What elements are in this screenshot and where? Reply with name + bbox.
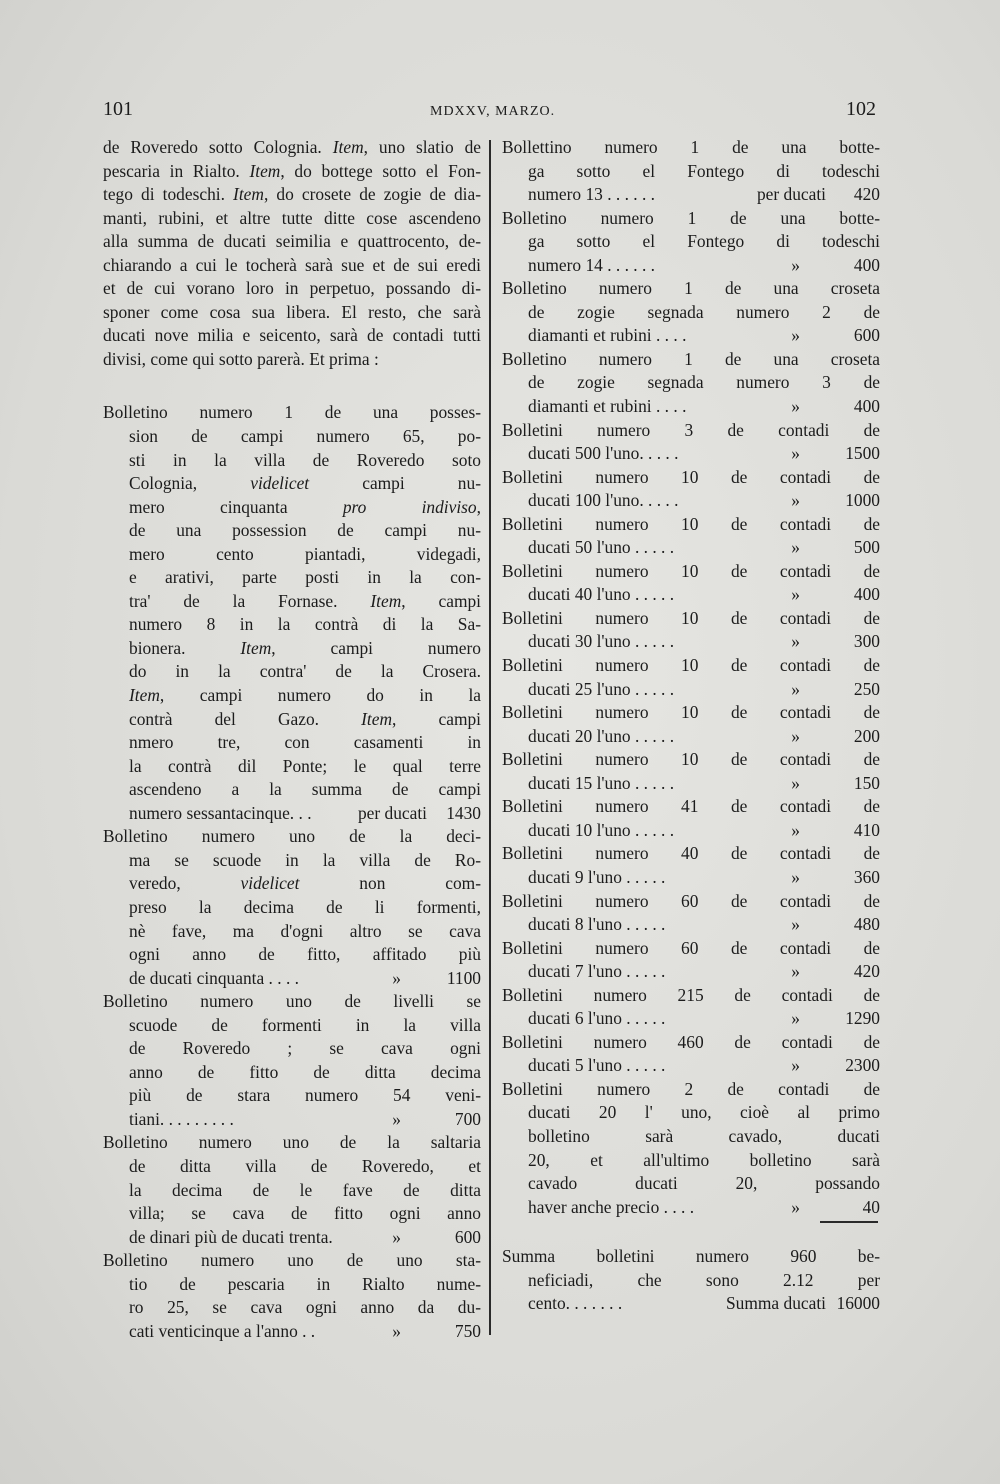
entry-line: ga sotto el Fontego di todeschi <box>528 231 880 252</box>
amount-mark: » <box>791 866 800 887</box>
entry-line: contrà del Gazo. Item, campi <box>129 708 481 729</box>
entry-last-line <box>502 772 880 796</box>
amount-mark: » <box>791 631 800 652</box>
entry-line: e arativi, parte posti in la con- <box>129 567 481 588</box>
running-title: MDXXV, MARZO. <box>430 104 556 119</box>
entry-text: ducati 40 l'uno . . . . . <box>528 584 675 605</box>
amount-value: 1290 <box>845 1008 880 1029</box>
entry-line: Bolletini numero 10 de contadi de <box>502 749 880 770</box>
amount-mark: » <box>392 1108 401 1129</box>
amount-value: 400 <box>853 584 880 605</box>
amount-mark: » <box>791 725 800 746</box>
entry-text: ducati 10 l'uno . . . . . <box>528 819 675 840</box>
entry-text: ducati 7 l'uno . . . . . <box>528 961 666 982</box>
entry-line: Bolletino numero 1 de una croseta <box>502 278 880 299</box>
intro-line: pescaria in Rialto. Item, do bottege sotto el Fon- <box>103 160 482 181</box>
entry-last-line <box>502 913 880 937</box>
entry-line: Bolletino numero uno de la deci- <box>103 826 481 847</box>
intro-line: manti, rubini, et altre tutte ditte cose ascendeno <box>103 207 481 228</box>
entry-text: ducati 15 l'uno . . . . . <box>528 772 675 793</box>
intro-line: chiarando a cui le tocherà sarà sue et de sui eredi <box>103 254 481 275</box>
entry-text: ducati 20 l'uno . . . . . <box>528 725 675 746</box>
entry-line: Bolletini numero 41 de contadi de <box>502 796 880 817</box>
amount-value: 600 <box>853 325 880 346</box>
entry-text: ducati 8 l'uno . . . . . <box>528 914 666 935</box>
entry-line: mero cento piantadi, videgadi, <box>129 543 481 564</box>
entry-text: diamanti et rubini . . . . <box>528 325 687 346</box>
page-number-right: 102 <box>846 98 876 120</box>
amount-mark: » <box>791 443 800 464</box>
summa-last-line <box>502 1292 880 1316</box>
entry-line: Bolletini numero 2 de contadi de <box>502 1078 880 1099</box>
entry-last-line <box>502 254 880 278</box>
amount-value: 400 <box>853 396 880 417</box>
entry-text: numero 14 . . . . . . <box>528 254 656 275</box>
amount-mark: » <box>791 537 800 558</box>
amount-value: 480 <box>853 914 880 935</box>
entry-last-line <box>502 960 880 984</box>
amount-value: 420 <box>853 184 880 205</box>
entry-text: ducati 50 l'uno . . . . . <box>528 537 675 558</box>
entry-text: ducati 9 l'uno . . . . . <box>528 866 666 887</box>
entry-text: numero sessantacinque. . . <box>129 802 312 823</box>
entry-line: la decima de le fave de ditta <box>129 1179 481 1200</box>
entry-line: Bolletini numero 10 de contadi de <box>502 513 880 534</box>
amount-value: 360 <box>853 866 880 887</box>
entry-text: ducati 500 l'uno. . . . . <box>528 443 679 464</box>
sum-rule <box>820 1221 878 1223</box>
amount-value: 150 <box>853 772 880 793</box>
entry-last-line <box>103 802 481 826</box>
page-number-left: 101 <box>103 98 133 120</box>
entry-text: ducati 5 l'uno . . . . . <box>528 1055 666 1076</box>
amount-value: 750 <box>454 1320 481 1341</box>
summa-text: cento. . . . . . . <box>528 1293 623 1314</box>
entry-line: Bolletini numero 10 de contadi de <box>502 560 880 581</box>
amount-mark: » <box>392 967 401 988</box>
summa-label: Summa ducati <box>726 1293 826 1314</box>
intro-line: tego di todeschi. Item, do crosete de zogie de dia- <box>103 184 481 205</box>
amount-mark: » <box>791 914 800 935</box>
entry-line: veredo, videlicet non com- <box>129 873 481 894</box>
summa-line: Summa bolletini numero 960 be- <box>502 1246 880 1267</box>
entry-line: Bolletini numero 40 de contadi de <box>502 843 880 864</box>
entry-text: ducati 25 l'uno . . . . . <box>528 678 675 699</box>
amount-value: 700 <box>454 1108 481 1129</box>
amount-mark: » <box>791 1055 800 1076</box>
amount-value: 1430 <box>446 802 481 823</box>
entry-last-line <box>502 866 880 890</box>
intro-line: et de cui vorano loro in perpetuo, possando di- <box>103 278 481 299</box>
entry-line: tra' de la Fornase. Item, campi <box>129 590 481 611</box>
entry-line: de Roveredo ; se cava ogni <box>129 1038 481 1059</box>
entry-line: bolletino sarà cavado, ducati <box>528 1125 880 1146</box>
amount-mark: » <box>791 1008 800 1029</box>
entry-last-line <box>502 442 880 466</box>
entry-last-line <box>502 1196 880 1220</box>
amount-mark: per ducati <box>756 184 826 205</box>
entry-last-line <box>502 183 880 207</box>
intro-line: alla summa de ducati seimilia e quattrocento, de- <box>103 231 481 252</box>
column-divider <box>489 140 491 1335</box>
amount-value: 500 <box>853 537 880 558</box>
amount-mark: » <box>791 819 800 840</box>
entry-last-line <box>502 1007 880 1031</box>
amount-value: 600 <box>454 1226 481 1247</box>
amount-mark: » <box>791 490 800 511</box>
amount-mark: » <box>791 396 800 417</box>
entry-line: Bolletini numero 60 de contadi de <box>502 937 880 958</box>
entry-line: Bolletini numero 10 de contadi de <box>502 607 880 628</box>
amount-value: 40 <box>862 1196 880 1217</box>
paragraph-gap <box>103 371 481 401</box>
entry-line: Bolletini numero 10 de contadi de <box>502 466 880 487</box>
entry-line: bionera. Item, campi numero <box>129 637 481 658</box>
amount-mark: » <box>791 325 800 346</box>
entry-text: de dinari più de ducati trenta. <box>129 1226 333 1247</box>
entry-line: Bolletini numero 10 de contadi de <box>502 655 880 676</box>
entry-line: ga sotto el Fontego di todeschi <box>528 160 880 181</box>
entry-last-line <box>502 489 880 513</box>
entry-line: numero 8 in la contrà di la Sa- <box>129 614 481 635</box>
entry-line: Bolletini numero 3 de contadi de <box>502 419 880 440</box>
entry-line: tio de pescaria in Rialto nume- <box>129 1273 481 1294</box>
amount-mark: » <box>392 1320 401 1341</box>
entry-line: ma se scuode in la villa de Ro- <box>129 849 481 870</box>
amount-value: 1100 <box>446 967 481 988</box>
entry-line: Bolletino numero uno de livelli se <box>103 991 481 1012</box>
entry-last-line <box>103 967 481 991</box>
entry-line: villa; se cava de fitto ogni anno <box>129 1203 481 1224</box>
entry-last-line <box>103 1226 481 1250</box>
entry-text: ducati 6 l'uno . . . . . <box>528 1008 666 1029</box>
amount-mark: » <box>791 961 800 982</box>
entry-line: sion de campi numero 65, po- <box>129 426 481 447</box>
amount-value: 410 <box>853 819 880 840</box>
entry-last-line <box>502 395 880 419</box>
entry-line: de zogie segnada numero 2 de <box>528 301 880 322</box>
amount-value: 200 <box>853 725 880 746</box>
amount-value: 1000 <box>845 490 880 511</box>
entry-line: Bolletini numero 10 de contadi de <box>502 702 880 723</box>
amount-mark: » <box>791 254 800 275</box>
entry-last-line <box>502 536 880 560</box>
entry-text: ducati 100 l'uno. . . . . <box>528 490 679 511</box>
entry-text: ducati 30 l'uno . . . . . <box>528 631 675 652</box>
entry-line: Colognia, videlicet campi nu- <box>129 473 481 494</box>
paragraph-gap <box>502 1219 880 1245</box>
entry-line: Bolletini numero 460 de contadi de <box>502 1031 880 1052</box>
entry-line: do in la contra' de la Crosera. <box>129 661 481 682</box>
right-column <box>502 136 880 1316</box>
entry-line: de zogie segnada numero 3 de <box>528 372 880 393</box>
entry-line: Bollettino numero 1 de una botte- <box>502 137 880 157</box>
amount-value: 300 <box>853 631 880 652</box>
entry-line: 20, et all'ultimo bolletino sarà <box>528 1149 880 1170</box>
entry-last-line <box>502 1054 880 1078</box>
entry-last-line <box>502 819 880 843</box>
entry-text: haver anche precio . . . . <box>528 1196 695 1217</box>
amount-value: 1500 <box>845 443 880 464</box>
intro-line: ducati nove milia e seicento, sarà de contadi tutti <box>103 325 481 346</box>
entry-last-line <box>502 583 880 607</box>
intro-line: sponer come cosa sua libera. El resto, che sarà <box>103 301 481 322</box>
entry-line: più de stara numero 54 veni- <box>129 1085 481 1106</box>
entry-line: ascendeno a la summa de campi <box>129 779 481 800</box>
entry-line: nè fave, ma d'ogni altro se cava <box>129 920 481 941</box>
entry-line: Bolletino numero 1 de una botte- <box>502 207 880 228</box>
entry-line: Bolletini numero 215 de contadi de <box>502 984 880 1005</box>
entry-line: la contrà dil Ponte; le qual terre <box>129 755 481 776</box>
entry-last-line <box>502 630 880 654</box>
entry-line: Bolletino numero uno de la saltaria <box>103 1132 481 1153</box>
amount-mark: » <box>791 772 800 793</box>
entry-line: anno de fitto de ditta decima <box>129 1061 481 1082</box>
entry-last-line <box>103 1108 481 1132</box>
amount-value: 400 <box>853 254 880 275</box>
entry-last-line <box>502 324 880 348</box>
entry-line: Bolletini numero 60 de contadi de <box>502 890 880 911</box>
entry-line: de ditta villa de Roveredo, et <box>129 1155 481 1176</box>
entry-last-line <box>502 678 880 702</box>
intro-line: divisi, come qui sotto parerà. Et prima : <box>103 348 379 369</box>
entry-last-line <box>103 1320 481 1344</box>
amount-mark: » <box>791 584 800 605</box>
entry-text: diamanti et rubini . . . . <box>528 396 687 417</box>
entry-line: sti in la villa de Roveredo soto <box>129 449 481 470</box>
entry-line: ducati 20 l' uno, cioè al primo <box>528 1102 880 1123</box>
amount-mark: » <box>791 1196 800 1217</box>
entry-last-line <box>502 725 880 749</box>
entry-line: Bolletino numero 1 de una posses- <box>103 402 481 423</box>
entry-text: de ducati cinquanta . . . . <box>129 967 299 988</box>
amount-mark: » <box>392 1226 401 1247</box>
entry-text: cati venticinque a l'anno . . <box>129 1320 316 1341</box>
entry-line: de una possession de campi nu- <box>129 520 481 541</box>
entry-line: Bolletino numero 1 de una croseta <box>502 348 880 369</box>
amount-value: 2300 <box>845 1055 880 1076</box>
summa-line: neficiadi, che sono 2.12 per <box>528 1269 880 1290</box>
entry-line: ogni anno de fitto, affitado più <box>129 944 481 965</box>
entry-text: tiani. . . . . . . . . <box>129 1108 234 1129</box>
intro-line: de Roveredo sotto Colognia. Item, uno slatio de <box>103 137 481 157</box>
entry-line: ro 25, se cava ogni anno da du- <box>129 1297 481 1318</box>
amount-mark: » <box>791 678 800 699</box>
amount-value: 250 <box>853 678 880 699</box>
entry-line: cavado ducati 20, possando <box>528 1173 880 1194</box>
entry-line: mero cinquanta pro indiviso, <box>129 496 481 517</box>
amount-value: 420 <box>853 961 880 982</box>
entry-text: numero 13 . . . . . . <box>528 184 656 205</box>
left-column <box>103 136 481 1343</box>
entry-line: scuode de formenti in la villa <box>129 1014 481 1035</box>
entry-line: preso la decima de li formenti, <box>129 896 481 917</box>
entry-line: Item, campi numero do in la <box>129 685 481 706</box>
entry-line: nmero tre, con casamenti in <box>129 732 481 753</box>
amount-mark: per ducati <box>357 802 427 823</box>
entry-line: Bolletino numero uno de uno sta- <box>103 1250 481 1271</box>
summa-amount: 16000 <box>836 1293 880 1314</box>
